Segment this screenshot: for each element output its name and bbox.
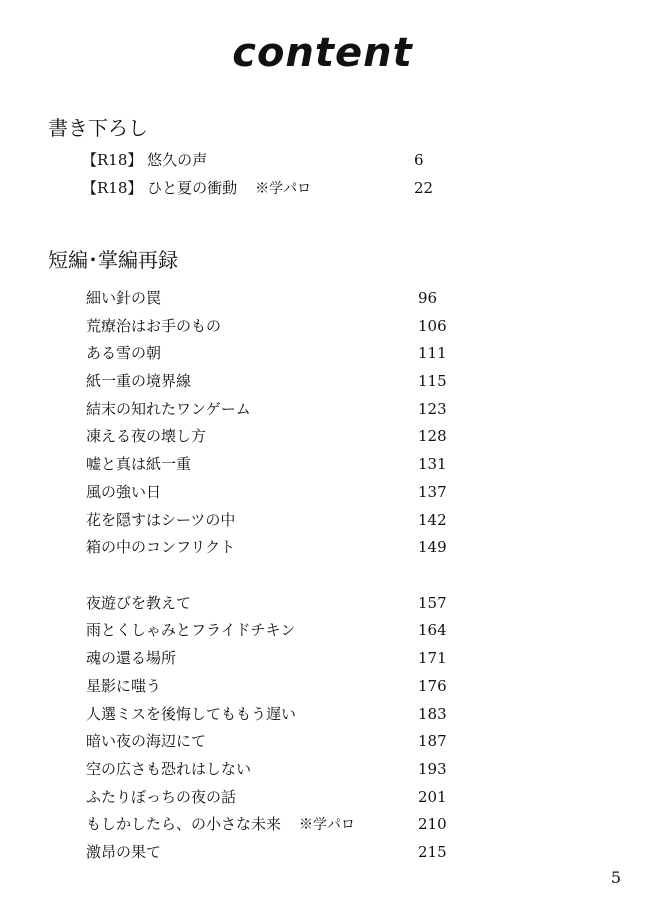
toc-entry [86, 340, 468, 366]
entry-title-text: 嘘と真は紙一重 [86, 455, 192, 473]
entry-page-number: 157 [418, 594, 447, 612]
entry-page-number: 6 [414, 151, 424, 169]
entry-title [86, 811, 355, 838]
toc-entry [86, 645, 468, 671]
entry-title [86, 507, 235, 533]
toc-entry [86, 479, 468, 505]
entry-page-number: 201 [418, 788, 447, 806]
entry-title-text: 雨とくしゃみとフライドチキン [86, 621, 296, 639]
entry-title-text: 人選ミスを後悔してももう遅い [86, 705, 297, 723]
toc-entry [86, 784, 468, 810]
entry-page-number: 137 [418, 483, 447, 501]
entry-title [86, 590, 191, 616]
entry-title [86, 423, 206, 449]
toc-entry [86, 507, 468, 533]
entry-page-number: 183 [418, 705, 447, 723]
toc-entry [82, 175, 464, 201]
entry-title [82, 175, 311, 202]
toc-entry [86, 451, 468, 477]
entry-title-text: 凍える夜の壊し方 [86, 427, 207, 445]
toc-title: content [232, 30, 413, 76]
entry-page-number: 215 [418, 843, 447, 861]
entry-title [86, 285, 161, 311]
entry-page-number: 164 [418, 621, 447, 639]
entry-title-text: 激昂の果て [86, 843, 162, 861]
entry-title-text: 【R18】 悠久の声 [82, 151, 208, 169]
toc-entry [86, 368, 468, 394]
toc-entry [86, 590, 468, 616]
entry-title [86, 617, 295, 643]
entry-title [86, 673, 161, 699]
entry-title [86, 728, 206, 754]
entry-page-number: 123 [418, 400, 447, 418]
toc-entry [86, 839, 468, 865]
entry-title [86, 839, 161, 865]
page-number: 5 [610, 868, 621, 887]
entry-page-number: 187 [418, 732, 447, 750]
entry-note: ※学パロ [255, 181, 312, 197]
toc-entry [82, 147, 464, 173]
entry-title-text: 暗い夜の海辺にて [86, 732, 207, 750]
entry-title-text: 箱の中のコンフリクト [86, 538, 236, 556]
entry-page-number: 176 [418, 677, 447, 695]
toc-entry [86, 673, 468, 699]
entry-title-text: 花を隠すはシーツの中 [86, 511, 236, 529]
toc-entry [86, 701, 468, 727]
entry-page-number: 96 [418, 289, 438, 307]
entry-title-text: 紙一重の境界線 [86, 372, 192, 390]
entry-page-number: 210 [418, 815, 447, 833]
entry-title-text: 魂の還る場所 [86, 649, 177, 667]
entry-title [86, 396, 251, 422]
toc-entry [86, 811, 468, 837]
toc-entry [86, 756, 468, 782]
entry-title-text: ある雪の朝 [86, 344, 162, 362]
entry-title [86, 784, 236, 810]
entry-title [86, 340, 161, 366]
entry-title-text: 細い針の罠 [86, 289, 162, 307]
entry-title-text: もしかしたら、の小さな未来 [86, 815, 282, 833]
entry-title-text: 風の強い日 [86, 483, 162, 501]
entry-title-text: 【R18】 ひと夏の衝動 [82, 179, 238, 197]
entry-title [86, 368, 191, 394]
toc-entry [86, 423, 468, 449]
entry-title [86, 534, 235, 560]
entry-note: ※学パロ [299, 817, 356, 833]
toc-entry [86, 313, 468, 339]
entry-title [86, 479, 161, 505]
entry-title-text: 結末の知れたワンゲーム [86, 400, 251, 418]
entry-title-text: 星影に嗤う [86, 677, 162, 695]
entry-page-number: 106 [418, 317, 447, 335]
section-heading: 短編･掌編再録 [48, 248, 178, 272]
toc-entry [86, 285, 468, 311]
entry-page-number: 111 [418, 344, 447, 362]
toc-entry [86, 617, 468, 643]
toc-entry [86, 728, 468, 754]
entry-page-number: 131 [418, 455, 447, 473]
entry-title [86, 313, 221, 339]
toc-entry [86, 396, 468, 422]
entry-title-text: 夜遊びを教えて [86, 594, 192, 612]
entry-page-number: 115 [418, 372, 447, 390]
entry-title [86, 451, 191, 477]
entry-page-number: 128 [418, 427, 447, 445]
entry-title [86, 756, 251, 782]
entry-page-number: 149 [418, 538, 447, 556]
entry-page-number: 22 [414, 179, 434, 197]
entry-page-number: 193 [418, 760, 447, 778]
entry-page-number: 171 [418, 649, 447, 667]
toc-entry [86, 534, 468, 560]
entry-title-text: 空の広さも恐れはしない [86, 760, 252, 778]
entry-title-text: 荒療治はお手のもの [86, 317, 222, 335]
entry-title [86, 645, 176, 671]
entry-page-number: 142 [418, 511, 447, 529]
entry-title [86, 701, 296, 727]
entry-title [82, 147, 207, 173]
section-heading: 書き下ろし [48, 116, 148, 140]
entry-title-text: ふたりぼっちの夜の話 [86, 788, 237, 806]
